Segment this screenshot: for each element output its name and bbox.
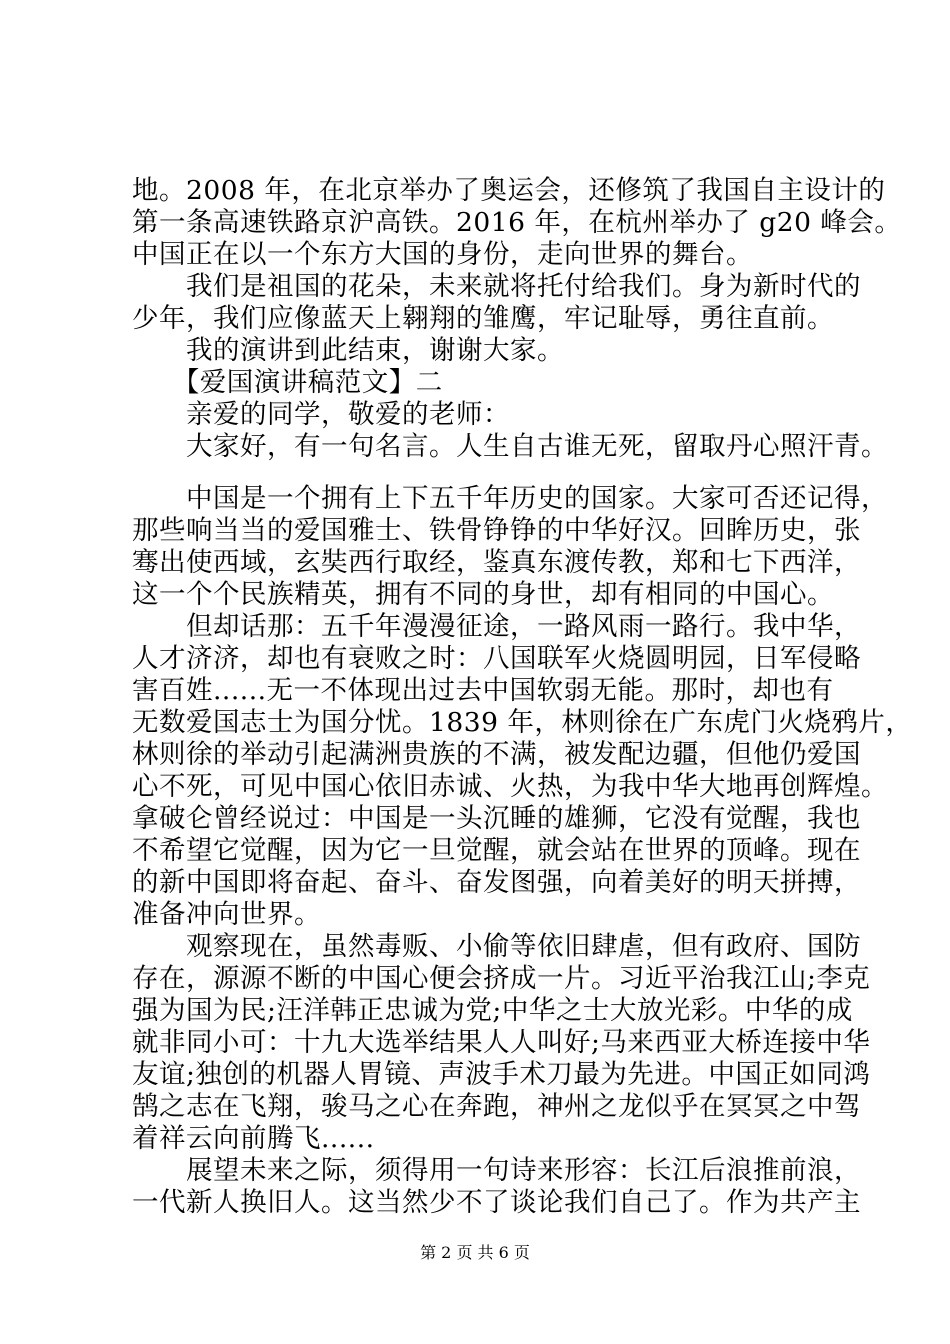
text-line: 鹄之志在飞翔，骏马之心在奔跑，神州之龙似乎在冥冥之中驾 [132, 1091, 861, 1122]
text-line: 不希望它觉醒，因为它一旦觉醒，就会站在世界的顶峰。现在 [132, 835, 861, 866]
text-line: 的新中国即将奋起、奋斗、奋发图强，向着美好的明天拼搏， [132, 867, 861, 898]
text-line: 地。2008 年，在北京举办了奥运会，还修筑了我国自主设计的 [132, 175, 886, 206]
text-line: 少年，我们应像蓝天上翱翔的雏鹰，牢记耻辱，勇往直前。 [132, 303, 834, 334]
text-line: 心不死，可见中国心依旧赤诚、火热，为我中华大地再创辉煌。 [132, 771, 888, 802]
text-line: 拿破仑曾经说过：中国是一头沉睡的雄狮，它没有觉醒，我也 [132, 803, 861, 834]
text-line: 人才济济，却也有衰败之时：八国联军火烧圆明园，日军侵略 [132, 643, 861, 674]
text-line: 大家好，有一句名言。人生自古谁无死，留取丹心照汗青。 [132, 431, 888, 462]
text-line: 强为国为民;汪洋韩正忠诚为党;中华之士大放光彩。中华的成 [132, 995, 853, 1026]
text-line: 着祥云向前腾飞...... [132, 1123, 375, 1154]
text-line: 第一条高速铁路京沪高铁。2016 年，在杭州举办了 g20 峰会。 [132, 207, 902, 238]
text-line: 观察现在，虽然毒贩、小偷等依旧肆虐，但有政府、国防 [132, 931, 861, 962]
text-line: 但却话那：五千年漫漫征途，一路风雨一路行。我中华， [132, 611, 861, 642]
text-line: 骞出使西域，玄奘西行取经，鉴真东渡传教，郑和七下西洋， [132, 547, 861, 578]
salutation: 亲爱的同学，敬爱的老师： [132, 399, 510, 430]
text-line: 准备冲向世界。 [132, 899, 321, 930]
text-line: 林则徐的举动引起满洲贵族的不满，被发配边疆，但他仍爱国 [132, 739, 861, 770]
text-line: 就非同小可：十九大选举结果人人叫好;马来西亚大桥连接中华 [132, 1027, 871, 1058]
text-line: 中国是一个拥有上下五千年历史的国家。大家可否还记得， [132, 483, 888, 514]
text-line: 无数爱国志士为国分忧。1839 年，林则徐在广东虎门火烧鸦片， [132, 707, 913, 738]
text-line: 展望未来之际，须得用一句诗来形容：长江后浪推前浪， [132, 1155, 861, 1186]
text-line: 友谊;独创的机器人胃镜、声波手术刀最为先进。中国正如同鸿 [132, 1059, 871, 1090]
text-line: 存在，源源不断的中国心便会挤成一片。习近平治我江山;李克 [132, 963, 871, 994]
text-line: 这一个个民族精英，拥有不同的身世，却有相同的中国心。 [132, 579, 834, 610]
text-line: 害百姓......无一不体现出过去中国软弱无能。那时，却也有 [132, 675, 834, 706]
text-line: 那些响当当的爱国雅士、铁骨铮铮的中华好汉。回眸历史，张 [132, 515, 861, 546]
page-number-footer: 第 2 页 共 6 页 [420, 1243, 530, 1262]
text-line: 中国正在以一个东方大国的身份，走向世界的舞台。 [132, 239, 753, 270]
section-heading: 【爱国演讲稿范文】二 [132, 367, 443, 398]
text-line: 我们是祖国的花朵，未来就将托付给我们。身为新时代的 [132, 271, 861, 302]
text-line: 一代新人换旧人。这当然少不了谈论我们自己了。作为共产主 [132, 1187, 861, 1218]
text-line: 我的演讲到此结束，谢谢大家。 [132, 335, 564, 366]
